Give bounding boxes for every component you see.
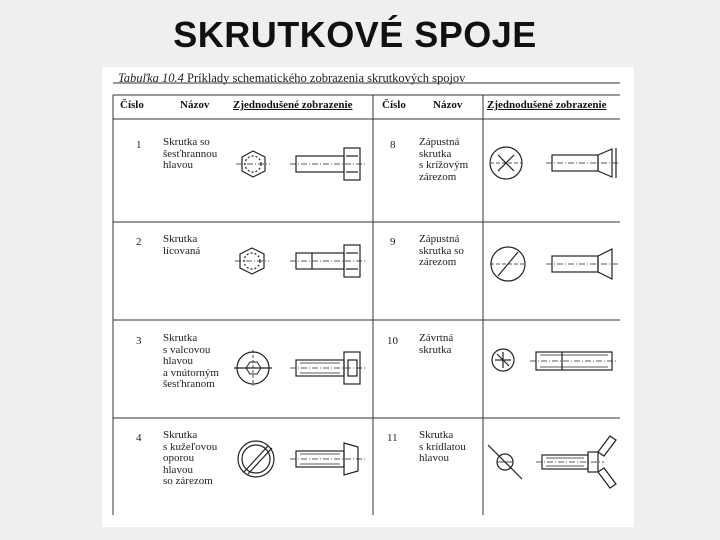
row-name: Skrutka so šesťhrannou hlavou [163,136,218,171]
row-name: Zápustná skrutka s krížovým zárezom [419,136,469,183]
caption-text: Príklady schematického zobrazenia skrutkových spojov [187,71,466,85]
header-nazov-right: Názov [433,99,463,111]
row-number: 11 [387,432,398,444]
socket-head-side-view [290,352,366,384]
cone-head-slot-side-view [290,443,366,475]
row-name: Skrutka s kužeľovou oporou hlavou so zárezom [163,429,218,487]
row-number: 9 [390,236,396,248]
socket-head-front-view [234,350,272,386]
row-name: Závrtná skrutka [419,332,454,356]
cone-head-slot-front-view [238,441,274,477]
hex-head-bolt-front-view [236,151,270,177]
countersunk-cross-side-view [546,148,620,178]
countersunk-slot-side-view [546,249,618,279]
stud-front-view [492,349,514,371]
row-number: 1 [136,139,142,151]
header-zobrazenie-right: Zjednodušené zobrazenie [487,99,607,111]
countersunk-slot-front-view [490,247,526,281]
row-number: 2 [136,236,142,248]
fitted-bolt-side-view [290,245,366,277]
fitted-bolt-front-view [235,248,269,274]
page-title: SKRUTKOVÉ SPOJE [173,14,537,55]
row-number: 3 [136,335,142,347]
header-zobrazenie-left: Zjednodušené zobrazenie [233,99,353,111]
stud-side-view [530,352,618,370]
wing-bolt-front-view [488,445,522,479]
caption-label: Tabuľka 10.4 [118,71,184,85]
row-name: Zápustná skrutka so zárezom [419,233,464,268]
row-number: 4 [136,432,142,444]
table-grid [113,83,620,515]
header-cislo-left: Číslo [120,99,144,111]
row-number: 8 [390,139,396,151]
countersunk-cross-front-view [490,147,522,179]
header-nazov-left: Názov [180,99,210,111]
wing-bolt-side-view [536,436,616,488]
row-name: Skrutka s valcovou hlavou a vnútorným šesťhranom [163,332,219,390]
row-name: Skrutka s krídlatou hlavou [419,429,466,464]
header-cislo-right: Číslo [382,99,406,111]
row-number: 10 [387,335,398,347]
hex-head-bolt-side-view [290,148,366,180]
row-name: Skrutka lícovaná [163,233,201,257]
